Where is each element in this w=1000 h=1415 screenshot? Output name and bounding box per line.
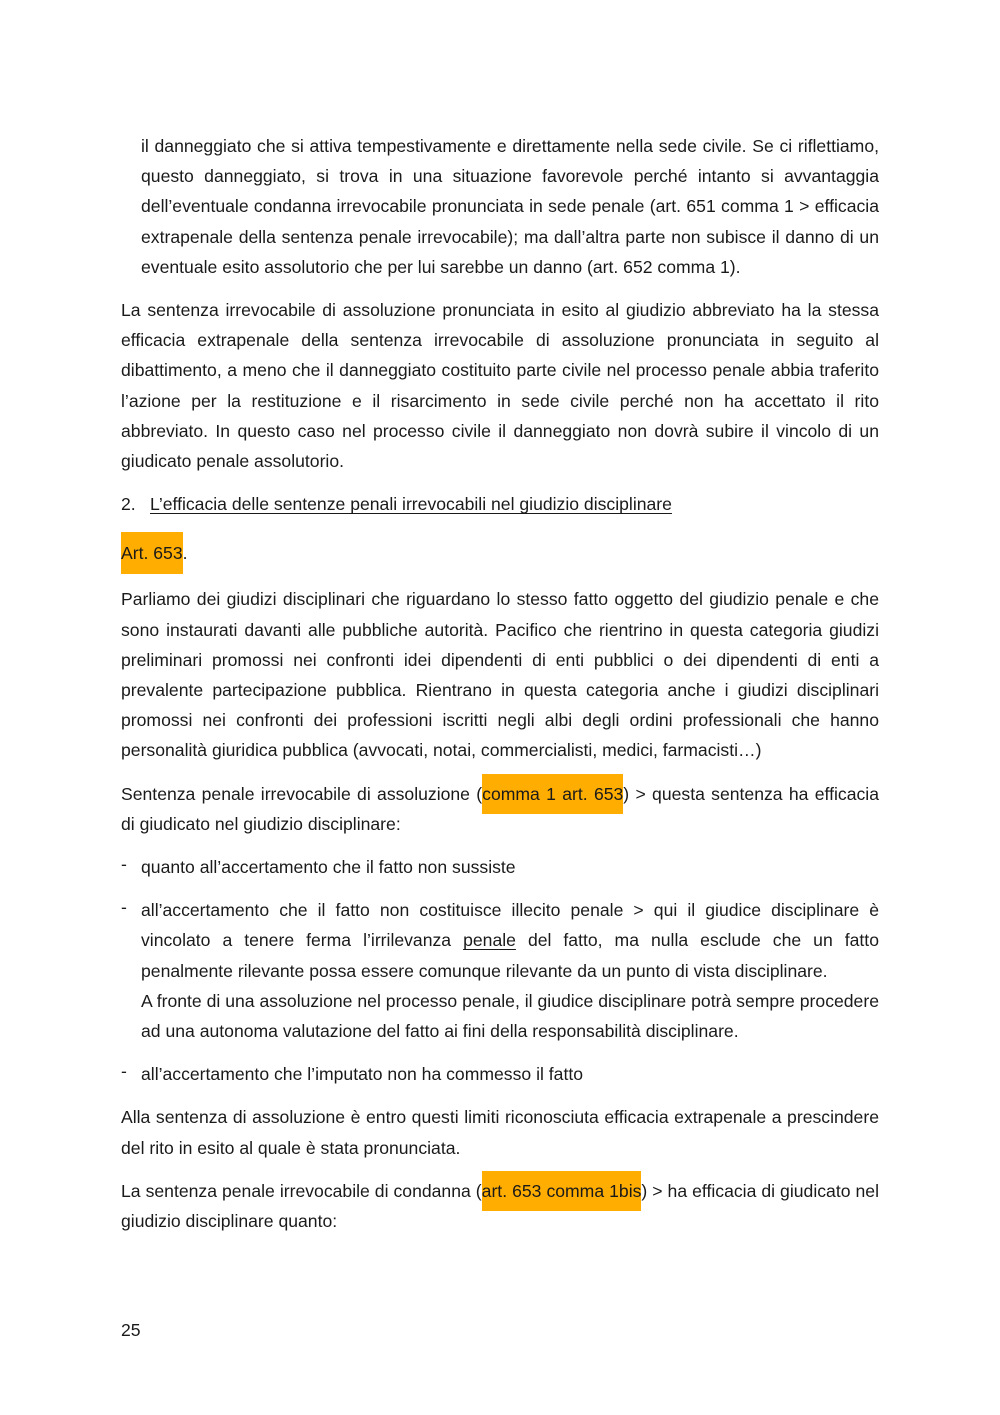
bullet-dash: - — [121, 854, 127, 875]
paragraph-limiti: Alla sentenza di assoluzione è entro questi limiti riconosciuta efficacia extrapenale a prescindere del rito in esito al quale è stata pronunciata. — [121, 1107, 879, 1158]
paragraph-giudizi-disciplinari: Parliamo dei giudizi disciplinari che riguardano lo stesso fatto oggetto del giudizio penale e che sono instaurati davanti alle pubbliche autorità. Pacifico che rientrino in questa categoria giudizi preliminari promossi nei confronti idei dipendenti di enti pubblici o dei dipendenti di enti a prevalente partecipazione pubblica. Rientrano in questa categoria anche i giudizi disciplinari promossi nei confronti dei professioni iscritti negli albi degli ordini professionali che hanno personalità giuridica pubblica (avvocati, notai, commercialisti, medici, farmacisti…) — [121, 589, 879, 761]
paragraph-assoluzione — [121, 779, 879, 839]
bullet-text: quanto all’accertamento che il fatto non sussiste — [141, 857, 516, 878]
bullet-text-cont: del fatto, ma nulla esclude che un fatto penalmente rilevante possa essere comunque rilevante da un punto di vista disciplinare. — [141, 930, 879, 981]
condanna-text-start: La sentenza penale irrevocabile di condanna ( — [121, 1180, 482, 1201]
bullet-text: all’accertamento che l’imputato non ha commesso il fatto — [141, 1064, 584, 1085]
highlight-comma-1bis: art. 653 comma 1bis — [482, 1171, 642, 1211]
bullet-text: all’accertamento che il fatto non costituisce illecito penale > qui il giudice disciplinare è vincolato a tenere ferma l’irrilevanza — [141, 900, 879, 951]
assoluzione-text-start: Sentenza penale irrevocabile di assoluzione ( — [121, 783, 483, 804]
page-content — [121, 131, 879, 1249]
article-reference — [121, 532, 879, 574]
list-item — [121, 852, 879, 882]
highlight-comma-1: comma 1 art. 653 — [482, 774, 623, 814]
bullet-dash: - — [121, 897, 127, 918]
paragraph-abbreviato: La sentenza irrevocabile di assoluzione pronunciata in esito al giudizio abbreviato ha la stessa efficacia extrapenale della sentenza irrevocabile di assoluzione pronunciata in seguito al dibattimento, a meno che il danneggiato costituito parte civile nel processo penale abbia traferito l’azione per la restituzione e il risarcimento in sede civile perché non ha accettato il rito abbreviato. In questo caso nel processo civile il danneggiato non dovrà subire il vincolo di un giudicato penale assolutorio. — [121, 300, 879, 472]
paragraph-condanna — [121, 1176, 879, 1236]
section-title: L’efficacia delle sentenze penali irrevocabili nel giudizio disciplinare — [150, 494, 672, 515]
section-heading — [121, 489, 879, 519]
condanna-text-end: ) > ha efficacia di giudicato nel giudizio disciplinare quanto: — [121, 1180, 879, 1232]
underlined-word-penale: penale — [463, 930, 516, 951]
list-item — [121, 895, 879, 1046]
paragraph-danneggiato: il danneggiato che si attiva tempestivamente e direttamente nella sede civile. Se ci riflettiamo, questo danneggiato, si trova in una situazione favorevole perché intanto si avvantaggia dell’eventuale condanna irrevocabile pronunciata in sede penale (art. 651 comma 1 > efficacia extrapenale della sentenza penale irrevocabile); ma dall’altra parte non subisce il danno di un eventuale esito assolutorio che per lui sarebbe un danno (art. 652 comma 1). — [141, 136, 879, 277]
page-number: 25 — [121, 1320, 141, 1340]
bullet-dash: - — [121, 1061, 127, 1082]
assoluzione-text-end: ) > questa sentenza ha efficacia di giudicato nel giudizio disciplinare: — [121, 783, 879, 834]
article-highlight: Art. 653 — [121, 532, 183, 574]
bullet-continuation: A fronte di una assoluzione nel processo penale, il giudice disciplinare potrà sempre procedere ad una autonoma valutazione del fatto ai fini della responsabilità disciplinare. — [141, 990, 879, 1042]
article-period: . — [182, 543, 188, 564]
list-item — [121, 1059, 879, 1089]
section-number: 2. — [121, 494, 136, 515]
